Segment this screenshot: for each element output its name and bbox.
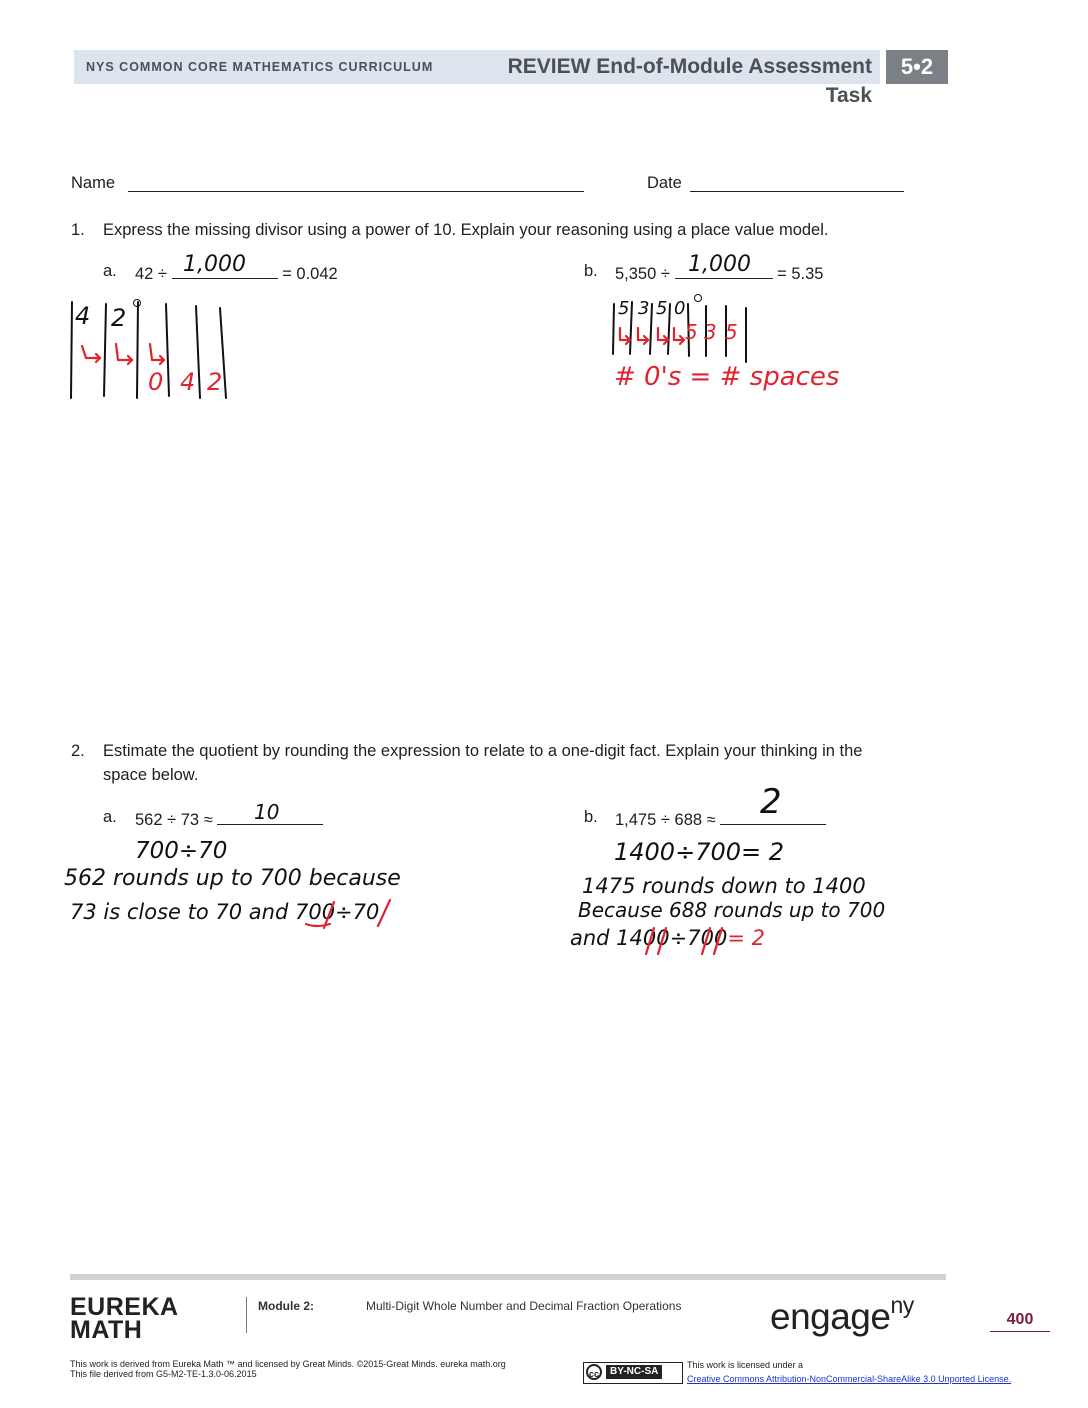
engage-sup: ny bbox=[890, 1292, 914, 1318]
q2b-zero-cancel-marks bbox=[640, 924, 730, 958]
q1a-model-digit-ones: 2 bbox=[111, 304, 127, 332]
cc-icon: cc bbox=[586, 1364, 602, 1380]
q2a-expr-text: 562 ÷ 73 ≈ bbox=[135, 811, 213, 829]
q1a-dividend: 42 ÷ bbox=[135, 265, 167, 283]
q1b-model-digit-ones: 0 bbox=[674, 298, 686, 319]
eureka-math-logo bbox=[70, 1293, 179, 1344]
date-label: Date bbox=[647, 174, 682, 192]
q2a-work: 700÷70 bbox=[135, 838, 228, 864]
module-description: Multi-Digit Whole Number and Decimal Fraction Operations bbox=[366, 1299, 682, 1313]
engage-text: engage bbox=[770, 1296, 891, 1337]
q2a-handwritten-answer: 10 bbox=[254, 800, 280, 824]
q2b-explanation-result: = 2 bbox=[727, 926, 765, 950]
q1b-handwritten-answer: 1,000 bbox=[688, 252, 751, 277]
q2a-zero-cancel-marks bbox=[300, 898, 400, 932]
q1b-label: b. bbox=[584, 262, 598, 280]
q1a-model-digit-tenths: 0 bbox=[148, 368, 164, 396]
q1a-label: a. bbox=[103, 262, 117, 280]
q1b-model-digit-ones-result: 5 bbox=[685, 320, 698, 344]
q1a-model-digit-hundredths: 4 bbox=[180, 368, 196, 396]
eureka-logo-line2: MATH bbox=[70, 1316, 143, 1344]
credit-line1: This work is derived from Eureka Math ™ and licensed by Great Minds. ©2015-Great Minds. eureka math.org bbox=[70, 1359, 506, 1369]
date-line[interactable] bbox=[690, 191, 904, 192]
q2b-label: b. bbox=[584, 808, 598, 826]
q1-prompt: Express the missing divisor using a power of 10. Explain your reasoning using a place value model. bbox=[103, 221, 829, 239]
q1b-dividend: 5,350 ÷ bbox=[615, 265, 670, 283]
footer-divider bbox=[246, 1297, 247, 1333]
q2b-explanation-line2: Because 688 rounds up to 700 bbox=[578, 898, 886, 922]
q2a-expression bbox=[135, 808, 323, 830]
credit-line2: This file derived from G5-M2-TE-1.3.0-06.2015 bbox=[70, 1369, 257, 1379]
q2-prompt-line1: Estimate the quotient by rounding the expression to relate to a one-digit fact. Explain your thinking in the bbox=[103, 742, 863, 760]
cc-badge-label: BY-NC-SA bbox=[606, 1365, 662, 1379]
assessment-title: REVIEW End-of-Module Assessment bbox=[507, 55, 872, 78]
q2b-explanation-line3-text: and 1400÷700 bbox=[570, 926, 728, 950]
q1-number: 1. bbox=[71, 221, 85, 239]
decimal-point bbox=[695, 295, 702, 302]
q2-prompt-line2: space below. bbox=[103, 766, 199, 784]
license-link[interactable]: Creative Commons Attribution-NonCommercial-ShareAlike 3.0 Unported License. bbox=[687, 1374, 1012, 1384]
page-number: 400 bbox=[990, 1311, 1050, 1332]
q2a-explanation-fact: 700÷70 bbox=[294, 900, 380, 924]
q1b-model-digit-tens: 5 bbox=[656, 298, 668, 319]
name-line[interactable] bbox=[128, 191, 584, 192]
q1a-handwritten-answer: 1,000 bbox=[183, 252, 246, 277]
q1b-model-digit-hundreds: 3 bbox=[638, 298, 650, 319]
q1b-model-digit-hundredths: 5 bbox=[725, 320, 738, 344]
cc-license-badge[interactable] bbox=[583, 1362, 683, 1384]
assessment-task-label: Task bbox=[825, 84, 872, 107]
footer-rule bbox=[70, 1274, 946, 1280]
q1a-model-digit-thousandths: 2 bbox=[207, 368, 223, 396]
q2a-label: a. bbox=[103, 808, 117, 826]
name-label: Name bbox=[71, 174, 116, 192]
q1a-result: = 0.042 bbox=[282, 265, 338, 283]
q1b-result: = 5.35 bbox=[777, 265, 824, 283]
q1b-model-digit-thousands: 5 bbox=[618, 298, 630, 319]
q2a-explanation-line1: 562 rounds up to 700 because bbox=[64, 866, 401, 891]
eureka-logo-line1: EUREKA bbox=[70, 1293, 179, 1321]
module-badge: 5•2 bbox=[886, 50, 948, 84]
q2b-explanation-line1: 1475 rounds down to 1400 bbox=[582, 874, 866, 898]
q2b-work: 1400÷700= 2 bbox=[614, 838, 785, 866]
q1a-model-digit-tens: 4 bbox=[75, 302, 91, 330]
q1b-note: # 0's = # spaces bbox=[614, 362, 840, 392]
q2b-expr-text: 1,475 ÷ 688 ≈ bbox=[615, 811, 716, 829]
q2a-explanation-line2-text: 73 is close to 70 and bbox=[70, 900, 289, 924]
q2b-expression bbox=[615, 808, 826, 830]
engageny-logo bbox=[770, 1292, 914, 1338]
q2b-handwritten-answer: 2 bbox=[760, 782, 782, 822]
curriculum-label: NYS COMMON CORE MATHEMATICS CURRICULUM bbox=[86, 60, 434, 74]
module-label: Module 2: bbox=[258, 1299, 314, 1313]
q1b-model-digit-tenths: 3 bbox=[704, 320, 717, 344]
license-line1: This work is licensed under a bbox=[687, 1360, 804, 1370]
q2-number: 2. bbox=[71, 742, 85, 760]
